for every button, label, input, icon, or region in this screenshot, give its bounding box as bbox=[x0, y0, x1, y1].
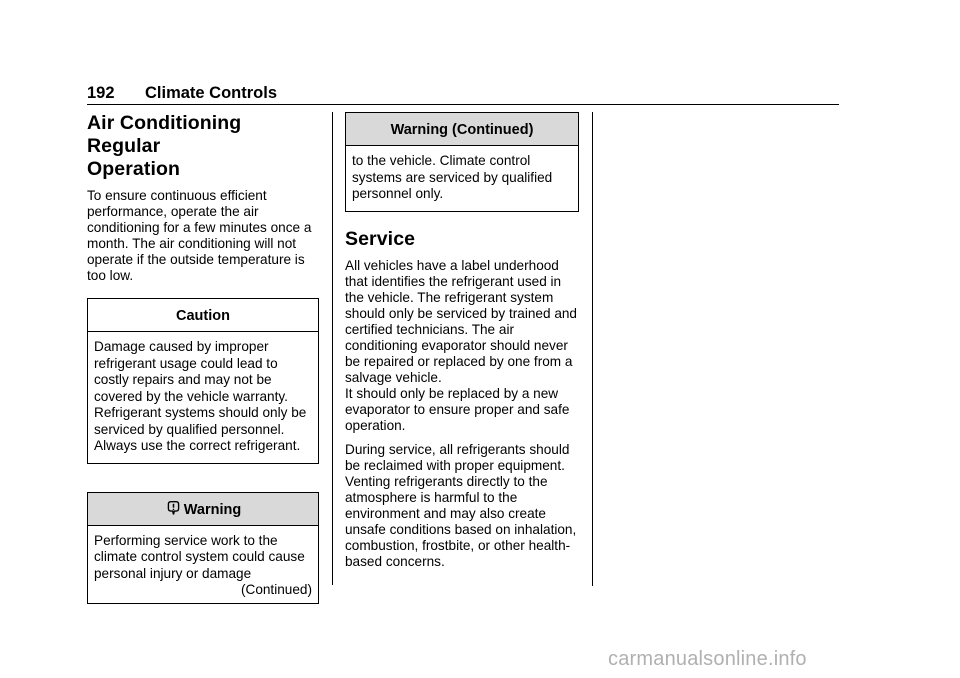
warning-continued-body: to the vehicle. Climate control systems are serviced by qualified personnel only. bbox=[352, 153, 553, 201]
right-column bbox=[345, 112, 579, 570]
left-column bbox=[87, 112, 319, 604]
caution-body: Damage caused by improper refrigerant usage could lead to costly repairs and may not be covered by the vehicle warranty. Refrigerant systems should only be serviced by qualified personnel. Always use the correct refrigerant. bbox=[94, 339, 307, 453]
column-divider bbox=[332, 112, 333, 585]
page-header bbox=[87, 82, 839, 105]
warning-header bbox=[88, 493, 318, 526]
page-number: 192 bbox=[87, 84, 115, 102]
watermark: carmanualsonline.info bbox=[608, 648, 807, 670]
continued-label: (Continued) bbox=[240, 582, 312, 597]
service-paragraph: All vehicles have a label underhood that identifies the refrigerant used in the vehicle. The refrigerant system should only be serviced by trained and certified technicians. The air conditioning evaporator should never be repaired or replaced by one from a salvage vehicle. bbox=[345, 257, 577, 385]
column-divider bbox=[592, 112, 593, 586]
warning-title: Warning bbox=[183, 501, 242, 518]
heading-line: Air Conditioning Regular bbox=[87, 112, 242, 157]
warning-continued-box bbox=[345, 112, 579, 212]
warning-body bbox=[88, 526, 318, 603]
caution-box bbox=[87, 298, 319, 464]
service-paragraph: It should only be replaced by a new evaporator to ensure proper and safe operation. bbox=[345, 385, 570, 433]
intro-paragraph: To ensure continuous efficient performance, operate the air conditioning for a few minutes once a month. The air conditioning will not operate if the outside temperature is too low. bbox=[87, 188, 312, 283]
heading-service: Service bbox=[345, 227, 416, 250]
caution-title: Caution bbox=[88, 299, 318, 332]
warning-continued-title: Warning (Continued) bbox=[346, 113, 578, 146]
warning-text: Performing service work to the climate control system could cause personal injury or damage bbox=[94, 532, 305, 581]
section-title: Climate Controls bbox=[145, 84, 278, 102]
heading-line: Operation bbox=[87, 158, 180, 180]
heading-ac-operation bbox=[87, 112, 319, 181]
warning-box bbox=[87, 492, 319, 604]
service-paragraph: During service, all refrigerants should be reclaimed with proper equipment. Venting refrigerants directly to the atmosphere is harmful to the environment and may also create unsafe conditions based on inhalation, combustion, frostbite, or other health-based concerns. bbox=[345, 441, 577, 569]
warning-icon bbox=[165, 500, 182, 517]
